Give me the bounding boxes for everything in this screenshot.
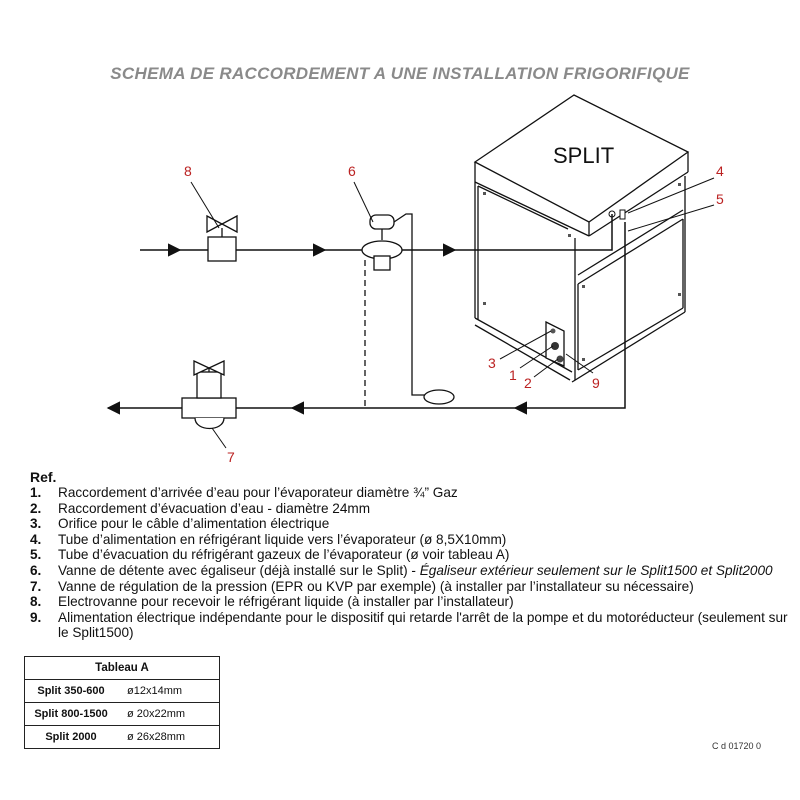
- bulb-sensor: [424, 390, 454, 404]
- callout-8: 8: [184, 163, 192, 179]
- reference-text: Alimentation électrique indépendante pour le dispositif qui retarde l'arrêt de la pompe et du motoréducteur (seulement sur le Split1500): [58, 609, 788, 641]
- reference-item: [30, 547, 790, 563]
- split-label: SPLIT: [553, 143, 615, 168]
- reference-item: [30, 532, 790, 548]
- pressure-valve: [182, 361, 236, 429]
- reference-number: 9.: [30, 609, 42, 625]
- callout-6: 6: [348, 163, 356, 179]
- solenoid-valve: [207, 216, 237, 261]
- callout-4: 4: [716, 163, 724, 179]
- table-diameter: ø 20x22mm: [117, 703, 220, 726]
- table-model: Split 350-600: [25, 680, 118, 703]
- reference-number: 2.: [30, 500, 42, 516]
- reference-text: Raccordement d’arrivée d’eau pour l’évaporateur diamètre ¾” Gaz: [58, 485, 458, 500]
- callout-1: 1: [509, 367, 517, 383]
- table-model: Split 2000: [25, 726, 118, 749]
- reference-number: 4.: [30, 531, 42, 547]
- reference-text: Electrovanne pour recevoir le réfrigérant liquide (à installer par l’installateur): [58, 594, 514, 610]
- refrigerant-fitting-2: [620, 210, 625, 219]
- reference-item: [30, 579, 790, 595]
- callout-3: 3: [488, 355, 496, 371]
- callout-7: 7: [227, 449, 235, 465]
- reference-note: Égaliseur extérieur seulement sur le Split1500 et Split2000: [419, 562, 773, 578]
- reference-text: Vanne de détente avec égaliseur (déjà installé sur le Split) - Égaliseur extérieur seulement sur le Split1500 et Split2000: [58, 562, 773, 578]
- reference-item: [30, 594, 790, 610]
- reference-item: [30, 501, 790, 517]
- split-unit: [475, 95, 688, 382]
- reference-text: Raccordement d’évacuation d’eau - diamètre 24mm: [58, 500, 371, 516]
- callout-9: 9: [592, 375, 600, 391]
- callout-5: 5: [716, 191, 724, 207]
- reference-item: [30, 485, 790, 501]
- reference-number: 6.: [30, 562, 42, 578]
- reference-number: 3.: [30, 516, 42, 532]
- table-row: [25, 726, 220, 749]
- diameter-table: [24, 656, 220, 749]
- reference-number: 1.: [30, 485, 42, 500]
- reference-text: Tube d’évacuation du réfrigérant gazeux de l’évaporateur (ø voir tableau A): [58, 547, 510, 563]
- reference-text: Orifice pour le câble d’alimentation électrique: [58, 516, 330, 532]
- reference-text: Tube d’alimentation en réfrigérant liquide vers l’évaporateur (ø 8,5X10mm): [58, 531, 507, 547]
- references-title: Ref.: [30, 469, 57, 485]
- table-model: Split 800-1500: [25, 703, 118, 726]
- table-diameter: ø12x14mm: [117, 680, 220, 703]
- port-3: [551, 329, 556, 334]
- table-diameter: ø 26x28mm: [117, 726, 220, 749]
- page-title: SCHEMA DE RACCORDEMENT A UNE INSTALLATION FRIGORIFIQUE: [110, 64, 690, 83]
- table-row: [25, 680, 220, 703]
- expansion-valve: [362, 214, 425, 395]
- callout-2: 2: [524, 375, 532, 391]
- reference-number: 8.: [30, 594, 42, 610]
- page-code: C d 01720 0: [712, 741, 762, 751]
- table-row: [25, 703, 220, 726]
- reference-text: Vanne de régulation de la pression (EPR ou KVP par exemple) (à installer par l’installateur su nécessaire): [58, 578, 694, 594]
- references-list: [30, 485, 790, 641]
- reference-item: [30, 610, 790, 641]
- reference-number: 7.: [30, 578, 42, 594]
- table-title: Tableau A: [25, 657, 220, 680]
- reference-item: [30, 563, 790, 579]
- reference-item: [30, 516, 790, 532]
- reference-number: 5.: [30, 547, 42, 563]
